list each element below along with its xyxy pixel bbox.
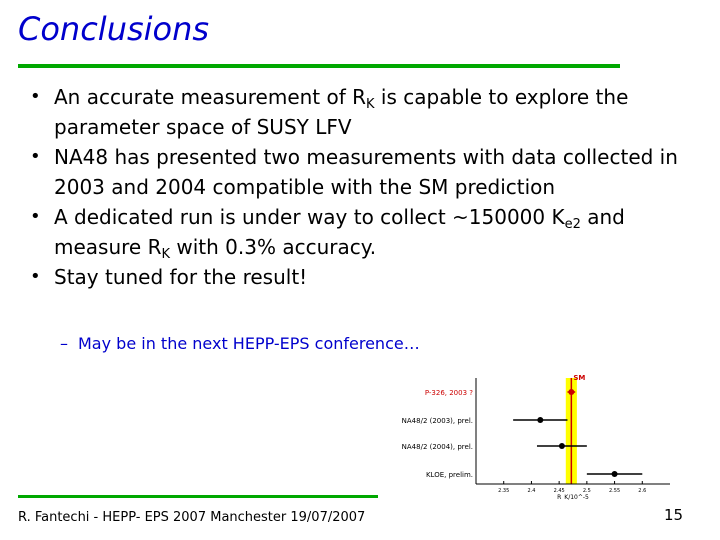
bullet-icon: • bbox=[30, 146, 41, 167]
bullet-item-1 bbox=[30, 82, 702, 142]
title-underline bbox=[18, 64, 620, 68]
data-point bbox=[559, 443, 565, 449]
bullet-list bbox=[30, 82, 702, 292]
bullet-item-4 bbox=[30, 262, 702, 292]
sub-bullet bbox=[60, 334, 420, 353]
bullet-item-3 bbox=[30, 202, 702, 262]
data-point bbox=[612, 471, 618, 477]
bullet-text: Stay tuned for the result! bbox=[54, 265, 308, 289]
bullet-text: A dedicated run is under way to collect ~150000 $K_{e2}$ and measure $R_K$ with 0.3% accuracy. bbox=[54, 205, 625, 262]
row-label: NA48/2 (2003), prel. bbox=[401, 417, 473, 425]
dash-icon: – bbox=[60, 334, 68, 353]
sm-label: SM bbox=[573, 374, 586, 382]
bullet-icon: • bbox=[30, 86, 41, 107]
x-tick-label: 2.5 bbox=[582, 488, 591, 494]
bullet-text: NA48 has presented two measurements with data collected in 2003 and 2004 compatible with the SM prediction bbox=[54, 145, 678, 199]
row-label: P-326, 2003 ? bbox=[424, 389, 473, 397]
data-point bbox=[568, 389, 574, 395]
page-number: 15 bbox=[664, 506, 684, 524]
page-title: Conclusions bbox=[18, 10, 210, 48]
rk-comparison-plot bbox=[374, 372, 674, 500]
bullet-icon: • bbox=[30, 266, 41, 287]
x-axis-label: R_K/10^-5 bbox=[557, 494, 589, 500]
data-point bbox=[537, 417, 543, 423]
x-tick-label: 2.55 bbox=[609, 488, 621, 494]
footer-divider bbox=[18, 495, 378, 498]
x-tick-label: 2.6 bbox=[638, 488, 647, 494]
row-label: NA48/2 (2004), prel. bbox=[401, 443, 473, 451]
x-tick-label: 2.35 bbox=[498, 488, 510, 494]
bullet-text: An accurate measurement of $R_K$ is capable to explore the parameter space of SUSY LFV bbox=[54, 85, 629, 139]
sub-bullet-text: May be in the next HEPP-EPS conference… bbox=[78, 334, 420, 353]
row-label: KLOE, prelim. bbox=[425, 471, 473, 479]
bullet-item-2 bbox=[30, 142, 702, 202]
x-tick-label: 2.45 bbox=[553, 488, 565, 494]
bullet-icon: • bbox=[30, 206, 41, 227]
footer-text: R. Fantechi - HEPP- EPS 2007 Manchester 19/07/2007 bbox=[18, 510, 366, 525]
x-tick-label: 2.4 bbox=[527, 488, 536, 494]
